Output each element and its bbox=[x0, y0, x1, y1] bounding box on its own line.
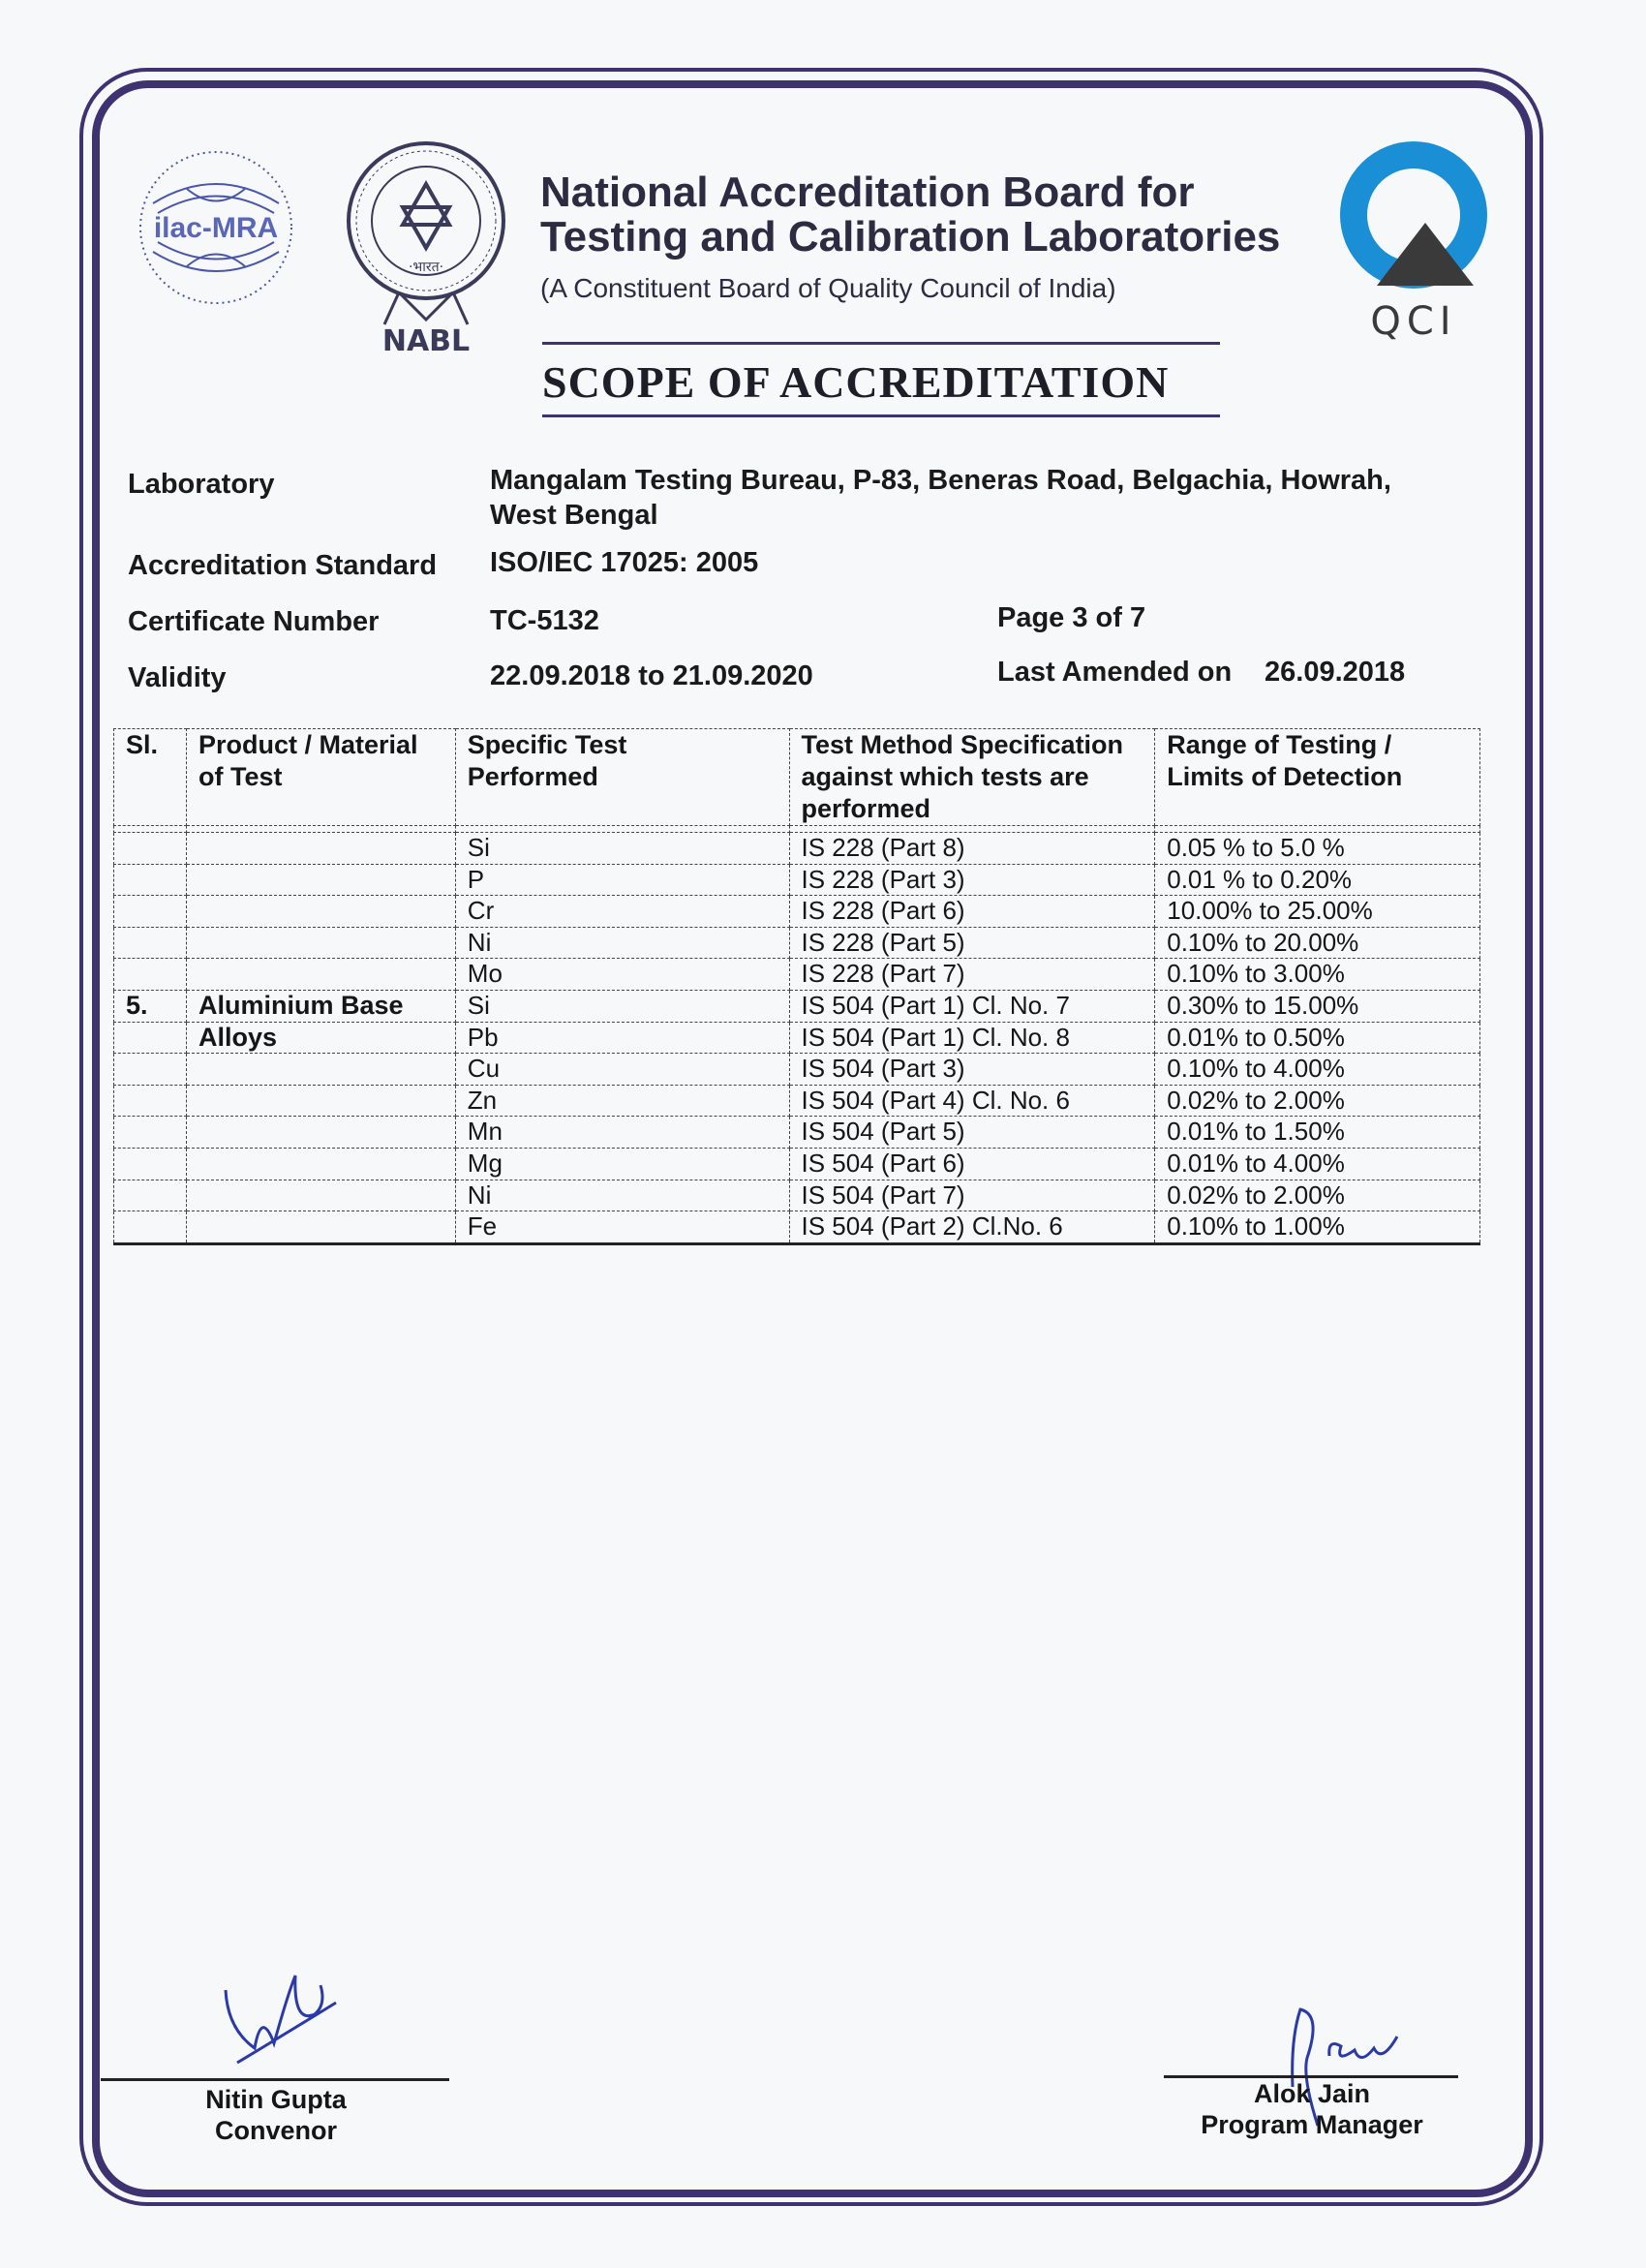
certificate-value: TC-5132 bbox=[490, 605, 599, 636]
validity-value: 22.09.2018 to 21.09.2020 bbox=[490, 660, 813, 691]
nabl-seal-text: ·भारत· bbox=[408, 260, 444, 275]
laboratory-value-line2: West Bengal bbox=[490, 500, 658, 531]
table-row: Si IS 228 (Part 8) 0.05 % to 5.0 % bbox=[114, 833, 1480, 865]
nabl-logo bbox=[341, 136, 511, 358]
standard-label: Accreditation Standard bbox=[128, 550, 438, 581]
org-title-line2: Testing and Calibration Laboratories bbox=[540, 213, 1281, 261]
org-title-line1: National Accreditation Board for bbox=[540, 169, 1195, 216]
table-row: Mg IS 504 (Part 6) 0.01% to 4.00% bbox=[114, 1148, 1480, 1180]
table-row: Cr IS 228 (Part 6) 10.00% to 25.00% bbox=[114, 896, 1480, 928]
table-gap-row bbox=[114, 826, 1480, 833]
table-row: Fe IS 504 (Part 2) Cl.No. 6 0.10% to 1.00% bbox=[114, 1211, 1480, 1244]
program-manager-name: Alok Jain Program Manager bbox=[1201, 2079, 1423, 2139]
convenor-name: Nitin Gupta Convenor bbox=[205, 2085, 347, 2145]
certificate-label: Certificate Number bbox=[128, 606, 380, 637]
ilac-mra-logo bbox=[134, 145, 298, 310]
table-row: Cu IS 504 (Part 3) 0.10% to 4.00% bbox=[114, 1054, 1480, 1086]
standard-value: ISO/IEC 17025: 2005 bbox=[490, 547, 759, 578]
validity-label: Validity bbox=[128, 662, 227, 693]
qci-logo bbox=[1328, 136, 1499, 344]
laboratory-value-line1: Mangalam Testing Bureau, P-83, Beneras Road, Belgachia, Howrah, bbox=[490, 465, 1391, 496]
table-row: Mn IS 504 (Part 5) 0.01% to 1.50% bbox=[114, 1117, 1480, 1149]
scope-title: SCOPE OF ACCREDITATION bbox=[542, 357, 1170, 407]
scope-rule-bottom bbox=[542, 414, 1220, 417]
amended-label: Last Amended on bbox=[997, 657, 1233, 688]
header-range: Range of Testing / Limits of Detection bbox=[1155, 729, 1480, 826]
table-row: 5. Aluminium Base Si IS 504 (Part 1) Cl. No. 7 0.30% to 15.00% bbox=[114, 990, 1480, 1022]
convenor-signature bbox=[218, 1956, 344, 2068]
ilac-mra-text: ilac-MRA bbox=[153, 212, 279, 244]
org-subtitle: (A Constituent Board of Quality Council of India) bbox=[540, 273, 1116, 303]
header-sl: Sl. bbox=[114, 729, 187, 826]
org-heading bbox=[540, 170, 1280, 304]
table-row: P IS 228 (Part 3) 0.01 % to 0.20% bbox=[114, 864, 1480, 896]
table-row: Ni IS 504 (Part 7) 0.02% to 2.00% bbox=[114, 1180, 1480, 1211]
header-test: Specific Test Performed bbox=[455, 729, 789, 826]
amended-value: 26.09.2018 bbox=[1265, 657, 1406, 688]
header-method: Test Method Specification against which tests are performed bbox=[789, 729, 1155, 826]
table-header-row bbox=[114, 729, 1480, 826]
convenor-signature-line bbox=[101, 2078, 449, 2081]
qci-text: QCI bbox=[1370, 299, 1457, 344]
table-row: Mo IS 228 (Part 7) 0.10% to 3.00% bbox=[114, 959, 1480, 991]
laboratory-label: Laboratory bbox=[128, 469, 275, 500]
scope-rule-top bbox=[542, 342, 1220, 345]
table-row: Ni IS 228 (Part 5) 0.10% to 20.00% bbox=[114, 927, 1480, 959]
header-product: Product / Material of Test bbox=[186, 729, 455, 826]
page-number: Page 3 of 7 bbox=[997, 602, 1146, 633]
scope-table bbox=[113, 728, 1480, 1245]
table-row: Zn IS 504 (Part 4) Cl. No. 6 0.02% to 2.00% bbox=[114, 1085, 1480, 1117]
table-row: Alloys Pb IS 504 (Part 1) Cl. No. 8 0.01% to 0.50% bbox=[114, 1022, 1480, 1054]
nabl-text: NABL bbox=[381, 324, 471, 358]
